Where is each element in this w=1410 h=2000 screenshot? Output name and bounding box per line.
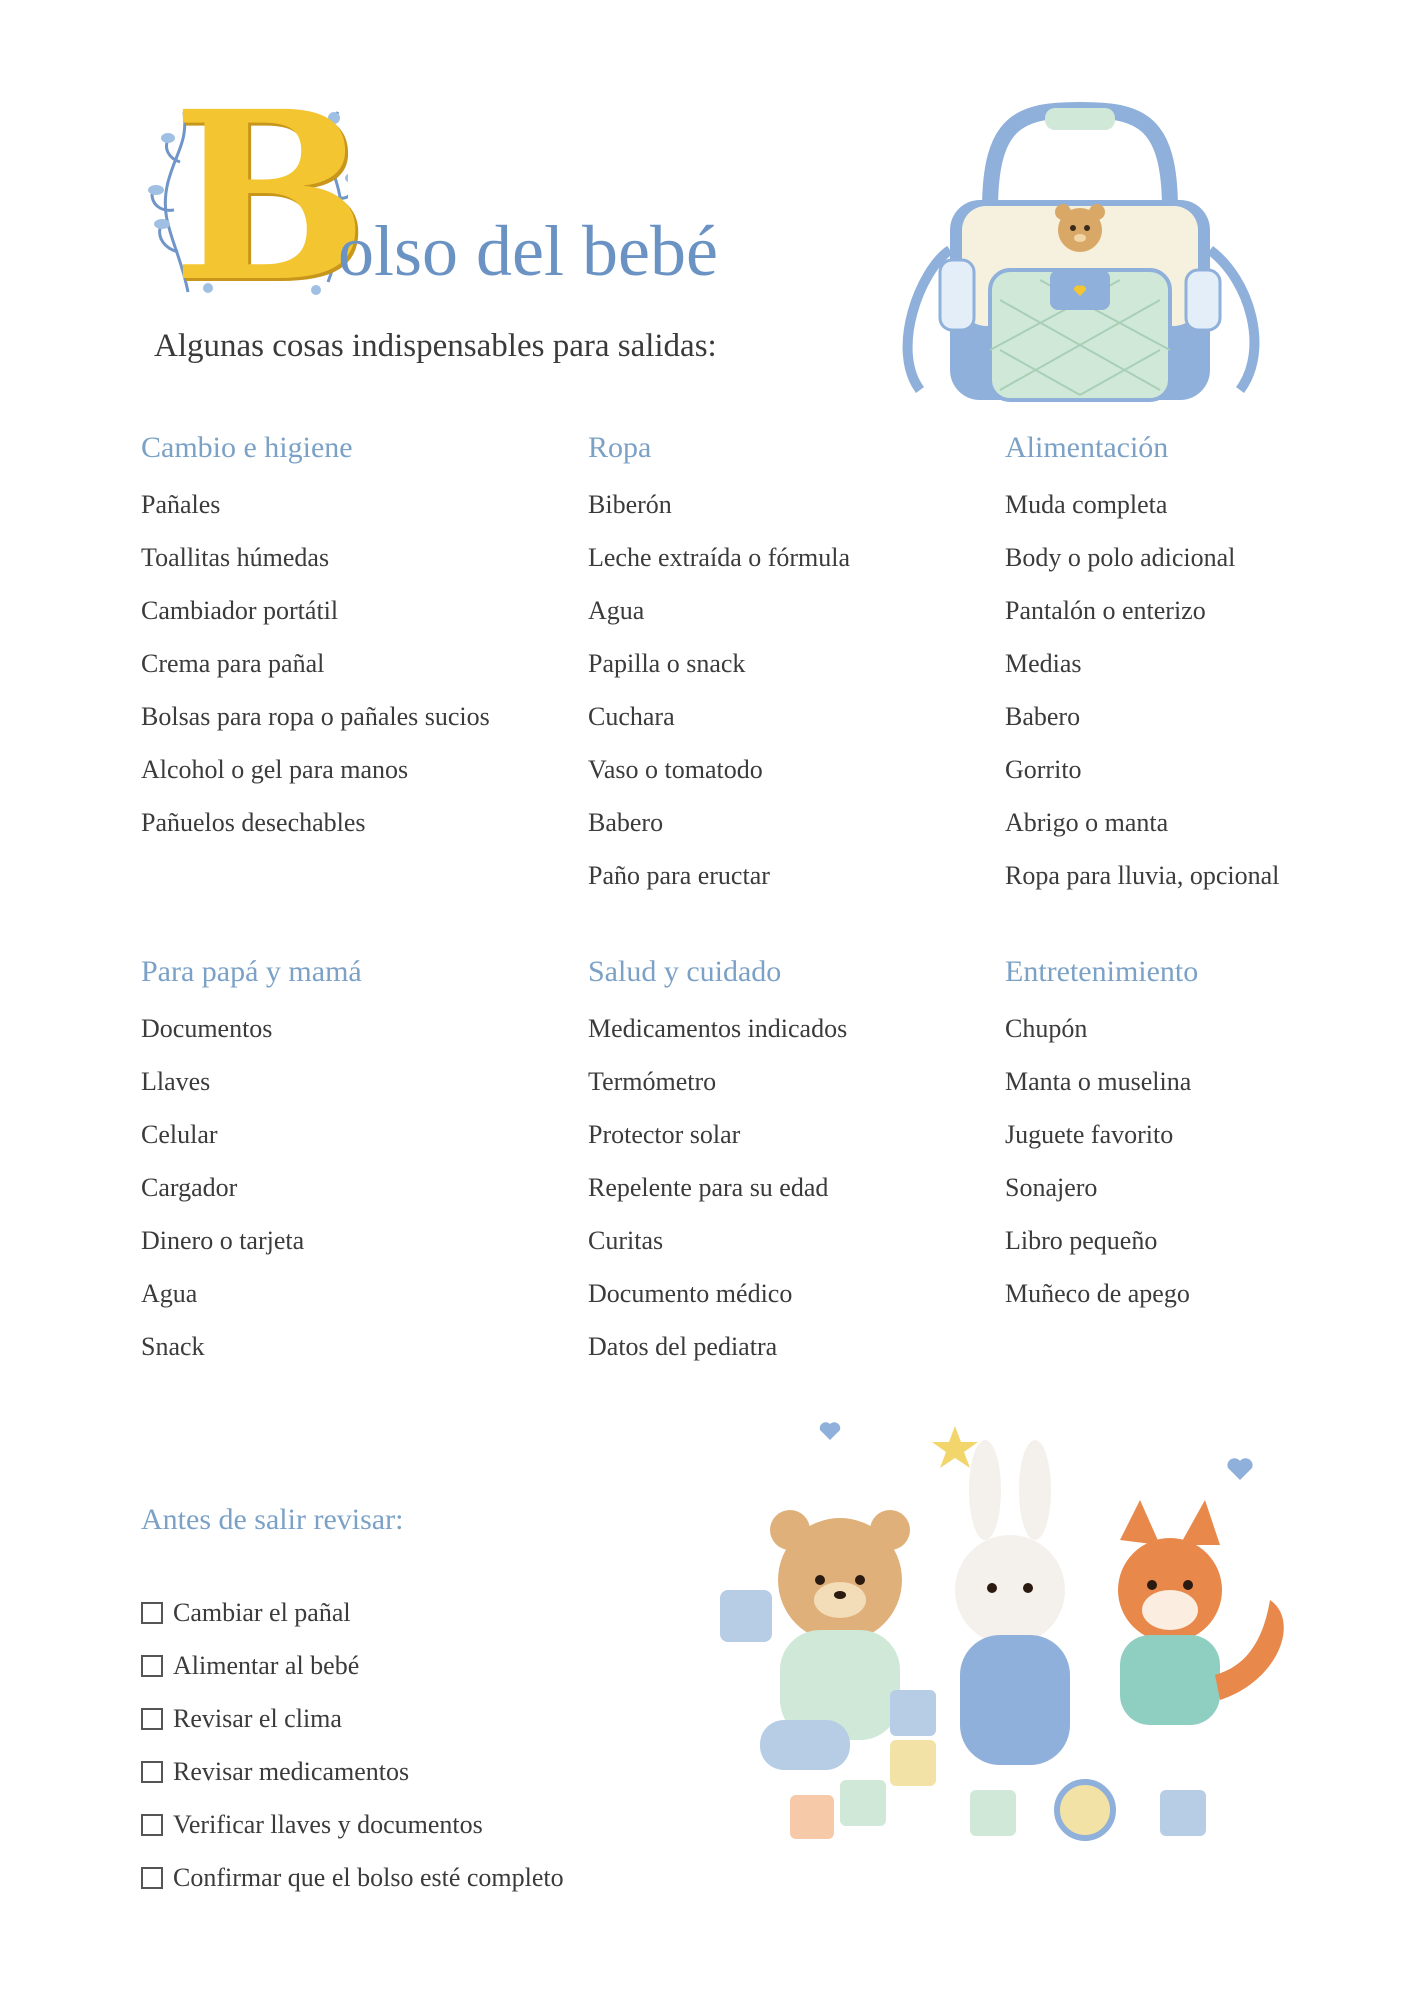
list-item: Biberón [588, 490, 672, 519]
checklist-heading: Antes de salir revisar: [141, 1503, 404, 1536]
list-item: Body o polo adicional [1005, 543, 1236, 572]
ball-icon [1057, 1782, 1113, 1838]
checkbox[interactable] [141, 1708, 163, 1730]
list-item: Snack [141, 1332, 205, 1361]
toy-block [890, 1690, 936, 1736]
section-heading: Para papá y mamá [141, 955, 362, 988]
list-item: Manta o muselina [1005, 1067, 1192, 1096]
checklist-section [141, 1498, 564, 1904]
item-list [588, 1002, 847, 1373]
toy-block [890, 1740, 936, 1786]
list-item: Documentos [141, 1014, 273, 1043]
item-list [1005, 1002, 1198, 1320]
checkbox[interactable] [141, 1761, 163, 1783]
list-item: Cuchara [588, 702, 675, 731]
heart-icon [1227, 1458, 1252, 1480]
toy-block [840, 1780, 886, 1826]
checkbox[interactable] [141, 1655, 163, 1677]
star-icon [932, 1426, 978, 1468]
list-item: Agua [141, 1279, 198, 1308]
dropcap-letter: B [172, 60, 369, 333]
list-item: Pañales [141, 490, 221, 519]
section-heading: Alimentación [1005, 431, 1169, 464]
list-item: Llaves [141, 1067, 211, 1096]
checklist-label: Confirmar que el bolso esté completo [173, 1863, 564, 1892]
list-item: Protector solar [588, 1120, 741, 1149]
list-item: Toallitas húmedas [141, 543, 330, 572]
list-item: Gorrito [1005, 755, 1082, 784]
list-item: Medias [1005, 649, 1082, 678]
fox-figure [1118, 1500, 1284, 1725]
list-item: Leche extraída o fórmula [588, 543, 851, 572]
diaper-bag-illustration [880, 100, 1280, 430]
checklist-item [141, 1851, 564, 1904]
checklist-item [141, 1798, 564, 1851]
heart-icon [820, 1422, 841, 1440]
list-item: Celular [141, 1120, 218, 1149]
list-item: Cargador [141, 1173, 238, 1202]
page-title: olso del bebé [338, 211, 718, 291]
list-item: Muda completa [1005, 490, 1168, 519]
checkbox[interactable] [141, 1602, 163, 1624]
list-item: Juguete favorito [1005, 1120, 1174, 1149]
toy-block [1160, 1790, 1206, 1836]
checklist-item [141, 1692, 564, 1745]
list-item: Dinero o tarjeta [141, 1226, 305, 1255]
list-item: Libro pequeño [1005, 1226, 1158, 1255]
section-heading: Entretenimiento [1005, 955, 1199, 988]
list-item: Curitas [588, 1226, 664, 1255]
page-subtitle: Algunas cosas indispensables para salidas: [154, 328, 717, 364]
list-item: Chupón [1005, 1014, 1088, 1043]
list-item: Pañuelos desechables [141, 808, 366, 837]
list-item: Sonajero [1005, 1173, 1098, 1202]
checklist-label: Verificar llaves y documentos [173, 1810, 483, 1839]
list-item: Agua [588, 596, 645, 625]
checkbox[interactable] [141, 1867, 163, 1889]
section-entretenimiento [1005, 950, 1198, 1320]
list-item: Babero [1005, 702, 1081, 731]
checklist-item [141, 1586, 564, 1639]
list-item: Babero [588, 808, 664, 837]
item-list [141, 1002, 362, 1373]
list-item: Bolsas para ropa o pañales sucios [141, 702, 490, 731]
animals-icon [700, 1420, 1320, 1860]
section-alimentacion [1005, 426, 1279, 902]
list-item: Muñeco de apego [1005, 1279, 1190, 1308]
item-list [588, 478, 850, 902]
toy-block [790, 1795, 834, 1839]
section-heading: Salud y cuidado [588, 955, 782, 988]
list-item: Pantalón o enterizo [1005, 596, 1206, 625]
list-item: Medicamentos indicados [588, 1014, 848, 1043]
bunny-figure [955, 1440, 1070, 1765]
checklist-item [141, 1745, 564, 1798]
checklist-label: Alimentar al bebé [173, 1651, 360, 1680]
toy-block [970, 1790, 1016, 1836]
section-ropa [588, 426, 850, 902]
checklist-label: Revisar medicamentos [173, 1757, 410, 1786]
list-item: Datos del pediatra [588, 1332, 778, 1361]
list-item: Paño para eructar [588, 861, 770, 890]
checklist [141, 1586, 564, 1904]
section-papa-mama [141, 950, 362, 1373]
list-item: Cambiador portátil [141, 596, 339, 625]
bag-icon [880, 100, 1280, 430]
section-heading: Ropa [588, 431, 652, 464]
list-item: Documento médico [588, 1279, 793, 1308]
bear-figure [720, 1510, 910, 1770]
item-list [141, 478, 490, 849]
section-heading: Cambio e higiene [141, 431, 353, 464]
section-cambio-higiene [141, 426, 490, 849]
section-salud-cuidado [588, 950, 847, 1373]
list-item: Crema para pañal [141, 649, 325, 678]
checklist-item [141, 1639, 564, 1692]
checkbox[interactable] [141, 1814, 163, 1836]
list-item: Repelente para su edad [588, 1173, 829, 1202]
list-item: Ropa para lluvia, opcional [1005, 861, 1280, 890]
baby-animals-illustration [700, 1420, 1320, 1860]
checklist-label: Cambiar el pañal [173, 1598, 351, 1627]
list-item: Abrigo o manta [1005, 808, 1169, 837]
checklist-label: Revisar el clima [173, 1704, 342, 1733]
list-item: Papilla o snack [588, 649, 746, 678]
list-item: Vaso o tomatodo [588, 755, 763, 784]
ornate-dropcap [148, 60, 369, 333]
list-item: Alcohol o gel para manos [141, 755, 409, 784]
list-item: Termómetro [588, 1067, 717, 1096]
item-list [1005, 478, 1279, 902]
